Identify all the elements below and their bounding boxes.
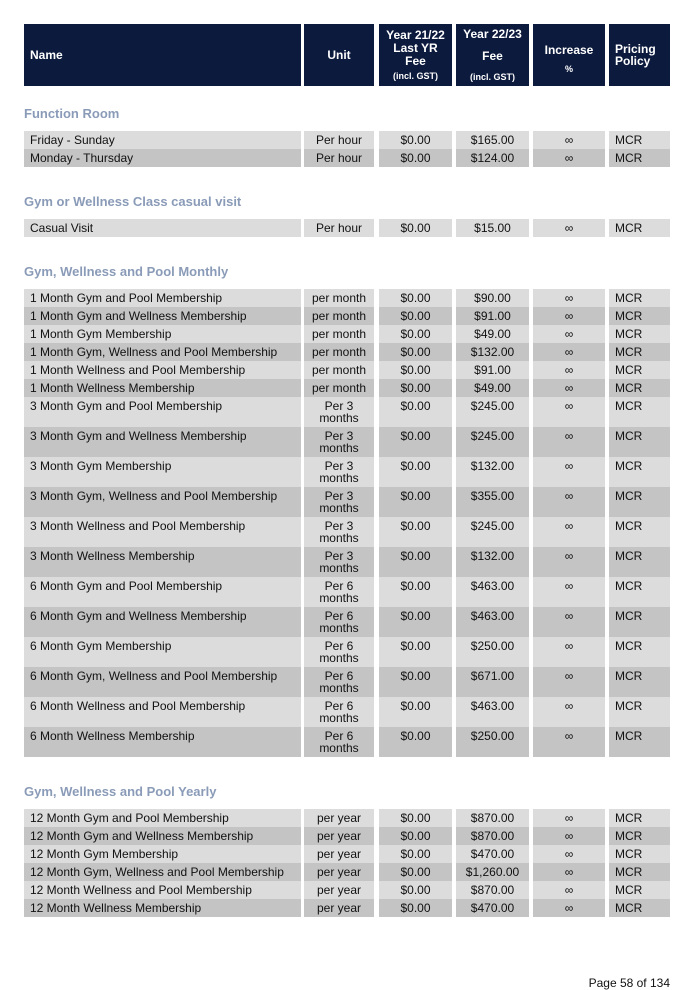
unit-line: Per 6 — [324, 699, 354, 713]
cell-name: 3 Month Wellness and Pool Membership — [24, 517, 301, 547]
cell-pricing-policy: MCR — [609, 727, 670, 757]
cell-increase: ∞ — [533, 397, 605, 427]
cell-name: 6 Month Wellness and Pool Membership — [24, 697, 301, 727]
cell-unit — [304, 881, 374, 899]
cell-fee: $91.00 — [456, 361, 529, 379]
cell-name: 12 Month Wellness and Pool Membership — [24, 881, 301, 899]
unit-line: months — [319, 471, 359, 485]
cell-last-year-fee: $0.00 — [379, 547, 452, 577]
cell-name: 1 Month Wellness Membership — [24, 379, 301, 397]
cell-increase: ∞ — [533, 667, 605, 697]
cell-increase: ∞ — [533, 487, 605, 517]
cell-last-year-fee: $0.00 — [379, 577, 452, 607]
cell-pricing-policy: MCR — [609, 637, 670, 667]
header-increase-line2: % — [564, 63, 573, 74]
cell-unit — [304, 131, 374, 149]
table-row — [24, 397, 670, 427]
table-header — [24, 24, 670, 86]
cell-pricing-policy: MCR — [609, 343, 670, 361]
cell-last-year-fee: $0.00 — [379, 487, 452, 517]
table-row — [24, 379, 670, 397]
cell-last-year-fee: $0.00 — [379, 517, 452, 547]
header-last-year-line1: Year 21/22 — [386, 27, 445, 42]
cell-fee: $470.00 — [456, 845, 529, 863]
cell-pricing-policy: MCR — [609, 325, 670, 343]
unit-line: Per 3 — [324, 489, 354, 503]
table-row — [24, 547, 670, 577]
cell-increase: ∞ — [533, 131, 605, 149]
cell-fee: $470.00 — [456, 899, 529, 917]
cell-name: 6 Month Wellness Membership — [24, 727, 301, 757]
cell-pricing-policy: MCR — [609, 397, 670, 427]
cell-increase: ∞ — [533, 809, 605, 827]
table-row — [24, 637, 670, 667]
cell-last-year-fee: $0.00 — [379, 289, 452, 307]
cell-fee: $245.00 — [456, 427, 529, 457]
cell-name: 1 Month Gym and Wellness Membership — [24, 307, 301, 325]
table-row — [24, 667, 670, 697]
cell-increase: ∞ — [533, 547, 605, 577]
unit-line: Per 3 — [324, 519, 354, 533]
table-row — [24, 517, 670, 547]
cell-increase: ∞ — [533, 219, 605, 237]
cell-pricing-policy: MCR — [609, 427, 670, 457]
section-title: Gym, Wellness and Pool Monthly — [24, 264, 229, 279]
cell-fee: $124.00 — [456, 149, 529, 167]
cell-name: 3 Month Gym and Wellness Membership — [24, 427, 301, 457]
unit-line: Per 6 — [324, 639, 354, 653]
cell-unit — [304, 637, 374, 667]
cell-fee: $463.00 — [456, 697, 529, 727]
cell-increase: ∞ — [533, 361, 605, 379]
unit-line: Per 3 — [324, 459, 354, 473]
cell-fee: $90.00 — [456, 289, 529, 307]
cell-fee: $245.00 — [456, 397, 529, 427]
table-row — [24, 289, 670, 307]
cell-fee: $15.00 — [456, 219, 529, 237]
table-row — [24, 487, 670, 517]
cell-pricing-policy: MCR — [609, 219, 670, 237]
cell-fee: $91.00 — [456, 307, 529, 325]
header-last-year — [379, 24, 452, 86]
cell-increase: ∞ — [533, 517, 605, 547]
unit-line: months — [319, 411, 359, 425]
cell-name: 1 Month Gym and Pool Membership — [24, 289, 301, 307]
cell-fee: $870.00 — [456, 809, 529, 827]
cell-increase: ∞ — [533, 379, 605, 397]
table-row — [24, 863, 670, 881]
cell-last-year-fee: $0.00 — [379, 427, 452, 457]
header-policy-line2: Policy — [615, 54, 651, 68]
table-row — [24, 149, 670, 167]
cell-name: Friday - Sunday — [24, 131, 301, 149]
unit-line: per month — [311, 345, 367, 359]
cell-fee: $49.00 — [456, 379, 529, 397]
unit-line: Per 6 — [324, 669, 354, 683]
header-increase-line1: Increase — [544, 42, 594, 57]
cell-last-year-fee: $0.00 — [379, 899, 452, 917]
cell-unit — [304, 727, 374, 757]
header-last-year-note: (incl. GST) — [393, 70, 438, 81]
cell-name: 6 Month Gym Membership — [24, 637, 301, 667]
section-title: Gym, Wellness and Pool Yearly — [24, 784, 217, 799]
cell-unit — [304, 379, 374, 397]
unit-line: months — [319, 591, 359, 605]
cell-name: Casual Visit — [24, 219, 301, 237]
cell-fee: $49.00 — [456, 325, 529, 343]
cell-unit — [304, 397, 374, 427]
table-row — [24, 827, 670, 845]
unit-line: months — [319, 681, 359, 695]
cell-pricing-policy: MCR — [609, 457, 670, 487]
cell-pricing-policy: MCR — [609, 667, 670, 697]
cell-fee: $870.00 — [456, 827, 529, 845]
unit-line: Per 3 — [324, 549, 354, 563]
unit-line: months — [319, 531, 359, 545]
cell-increase: ∞ — [533, 577, 605, 607]
cell-pricing-policy: MCR — [609, 487, 670, 517]
unit-line: Per hour — [315, 133, 363, 147]
cell-fee: $165.00 — [456, 131, 529, 149]
cell-fee: $463.00 — [456, 607, 529, 637]
cell-name: 12 Month Gym, Wellness and Pool Membership — [24, 863, 301, 881]
unit-line: per year — [316, 829, 362, 843]
cell-unit — [304, 343, 374, 361]
cell-name: Monday - Thursday — [24, 149, 301, 167]
cell-increase: ∞ — [533, 325, 605, 343]
cell-unit — [304, 577, 374, 607]
table-row — [24, 343, 670, 361]
cell-unit — [304, 427, 374, 457]
cell-pricing-policy: MCR — [609, 131, 670, 149]
unit-line: per year — [316, 847, 362, 861]
cell-increase: ∞ — [533, 607, 605, 637]
cell-pricing-policy: MCR — [609, 881, 670, 899]
unit-line: per month — [311, 363, 367, 377]
cell-increase: ∞ — [533, 307, 605, 325]
cell-name: 3 Month Gym Membership — [24, 457, 301, 487]
table-row — [24, 845, 670, 863]
table-row — [24, 727, 670, 757]
section-table — [24, 219, 670, 237]
table-row — [24, 881, 670, 899]
cell-name: 3 Month Wellness Membership — [24, 547, 301, 577]
cell-last-year-fee: $0.00 — [379, 397, 452, 427]
cell-name: 3 Month Gym and Pool Membership — [24, 397, 301, 427]
cell-last-year-fee: $0.00 — [379, 827, 452, 845]
cell-last-year-fee: $0.00 — [379, 361, 452, 379]
cell-pricing-policy: MCR — [609, 547, 670, 577]
cell-fee: $1,260.00 — [456, 863, 529, 881]
cell-last-year-fee: $0.00 — [379, 343, 452, 361]
cell-fee: $250.00 — [456, 727, 529, 757]
section-table — [24, 809, 670, 917]
cell-name: 12 Month Gym Membership — [24, 845, 301, 863]
header-this-year-note: (incl. GST) — [470, 71, 515, 82]
cell-unit — [304, 667, 374, 697]
cell-last-year-fee: $0.00 — [379, 881, 452, 899]
cell-last-year-fee: $0.00 — [379, 325, 452, 343]
cell-increase: ∞ — [533, 427, 605, 457]
cell-last-year-fee: $0.00 — [379, 607, 452, 637]
cell-increase: ∞ — [533, 827, 605, 845]
table-row — [24, 219, 670, 237]
cell-increase: ∞ — [533, 149, 605, 167]
cell-pricing-policy: MCR — [609, 361, 670, 379]
cell-name: 3 Month Gym, Wellness and Pool Membership — [24, 487, 301, 517]
cell-last-year-fee: $0.00 — [379, 379, 452, 397]
header-pricing-policy — [609, 24, 670, 86]
cell-name: 1 Month Gym Membership — [24, 325, 301, 343]
cell-fee: $671.00 — [456, 667, 529, 697]
unit-line: Per hour — [315, 151, 363, 165]
cell-fee: $132.00 — [456, 457, 529, 487]
unit-line: months — [319, 711, 359, 725]
table-row — [24, 325, 670, 343]
header-last-year-line2: Last YR — [393, 40, 438, 55]
cell-last-year-fee: $0.00 — [379, 637, 452, 667]
cell-unit — [304, 361, 374, 379]
cell-unit — [304, 325, 374, 343]
cell-pricing-policy: MCR — [609, 289, 670, 307]
cell-pricing-policy: MCR — [609, 577, 670, 607]
cell-name: 12 Month Gym and Pool Membership — [24, 809, 301, 827]
table-row — [24, 577, 670, 607]
cell-pricing-policy: MCR — [609, 863, 670, 881]
unit-line: months — [319, 741, 359, 755]
cell-fee: $132.00 — [456, 343, 529, 361]
cell-last-year-fee: $0.00 — [379, 149, 452, 167]
cell-increase: ∞ — [533, 899, 605, 917]
cell-increase: ∞ — [533, 881, 605, 899]
header-unit-label: Unit — [327, 47, 351, 62]
unit-line: Per 3 — [324, 429, 354, 443]
cell-pricing-policy: MCR — [609, 809, 670, 827]
header-last-year-line3: Fee — [405, 53, 426, 68]
cell-fee: $245.00 — [456, 517, 529, 547]
header-name — [24, 24, 301, 86]
fee-sections — [24, 86, 670, 917]
cell-last-year-fee: $0.00 — [379, 863, 452, 881]
cell-last-year-fee: $0.00 — [379, 809, 452, 827]
cell-pricing-policy: MCR — [609, 517, 670, 547]
unit-line: per month — [311, 381, 367, 395]
cell-unit — [304, 827, 374, 845]
table-row — [24, 131, 670, 149]
cell-increase: ∞ — [533, 343, 605, 361]
cell-increase: ∞ — [533, 457, 605, 487]
table-row — [24, 697, 670, 727]
cell-unit — [304, 607, 374, 637]
cell-pricing-policy: MCR — [609, 827, 670, 845]
cell-unit — [304, 899, 374, 917]
cell-last-year-fee: $0.00 — [379, 131, 452, 149]
unit-line: per month — [311, 327, 367, 341]
header-policy-line1: Pricing — [615, 42, 656, 56]
cell-unit — [304, 863, 374, 881]
unit-line: months — [319, 561, 359, 575]
cell-increase: ∞ — [533, 697, 605, 727]
section-table — [24, 289, 670, 757]
cell-last-year-fee: $0.00 — [379, 307, 452, 325]
cell-name: 6 Month Gym and Pool Membership — [24, 577, 301, 607]
section-table — [24, 131, 670, 167]
cell-pricing-policy: MCR — [609, 899, 670, 917]
cell-name: 12 Month Gym and Wellness Membership — [24, 827, 301, 845]
section-title: Gym or Wellness Class casual visit — [24, 194, 242, 209]
fees-document — [24, 24, 670, 917]
cell-pricing-policy: MCR — [609, 149, 670, 167]
unit-line: months — [319, 441, 359, 455]
cell-fee: $250.00 — [456, 637, 529, 667]
cell-unit — [304, 457, 374, 487]
unit-line: Per 6 — [324, 729, 354, 743]
cell-name: 6 Month Gym and Wellness Membership — [24, 607, 301, 637]
cell-unit — [304, 547, 374, 577]
unit-line: per year — [316, 883, 362, 897]
unit-line: months — [319, 621, 359, 635]
cell-last-year-fee: $0.00 — [379, 727, 452, 757]
table-row — [24, 899, 670, 917]
cell-name: 1 Month Gym, Wellness and Pool Membership — [24, 343, 301, 361]
cell-pricing-policy: MCR — [609, 845, 670, 863]
cell-pricing-policy: MCR — [609, 697, 670, 727]
table-row — [24, 809, 670, 827]
cell-increase: ∞ — [533, 863, 605, 881]
cell-name: 12 Month Wellness Membership — [24, 899, 301, 917]
header-this-year-line1: Year 22/23 — [463, 26, 522, 41]
table-row — [24, 457, 670, 487]
cell-pricing-policy: MCR — [609, 307, 670, 325]
cell-last-year-fee: $0.00 — [379, 457, 452, 487]
unit-line: per year — [316, 811, 362, 825]
table-row — [24, 607, 670, 637]
unit-line: Per 3 — [324, 399, 354, 413]
cell-increase: ∞ — [533, 727, 605, 757]
cell-unit — [304, 697, 374, 727]
section-title: Function Room — [24, 106, 120, 121]
unit-line: Per 6 — [324, 579, 354, 593]
cell-fee: $463.00 — [456, 577, 529, 607]
table-row — [24, 427, 670, 457]
header-increase — [533, 24, 605, 86]
cell-last-year-fee: $0.00 — [379, 845, 452, 863]
cell-unit — [304, 219, 374, 237]
unit-line: Per 6 — [324, 609, 354, 623]
cell-unit — [304, 845, 374, 863]
cell-last-year-fee: $0.00 — [379, 667, 452, 697]
cell-last-year-fee: $0.00 — [379, 219, 452, 237]
unit-line: per year — [316, 901, 362, 915]
cell-unit — [304, 809, 374, 827]
cell-increase: ∞ — [533, 637, 605, 667]
cell-unit — [304, 487, 374, 517]
cell-pricing-policy: MCR — [609, 607, 670, 637]
cell-unit — [304, 307, 374, 325]
header-name-label: Name — [30, 48, 63, 62]
unit-line: per month — [311, 309, 367, 323]
cell-last-year-fee: $0.00 — [379, 697, 452, 727]
cell-pricing-policy: MCR — [609, 379, 670, 397]
table-row — [24, 307, 670, 325]
cell-name: 6 Month Gym, Wellness and Pool Membership — [24, 667, 301, 697]
cell-unit — [304, 517, 374, 547]
cell-increase: ∞ — [533, 289, 605, 307]
cell-unit — [304, 289, 374, 307]
header-this-year — [456, 24, 529, 86]
unit-line: months — [319, 651, 359, 665]
header-this-year-line2: Fee — [482, 48, 503, 63]
cell-increase: ∞ — [533, 845, 605, 863]
unit-line: Per hour — [315, 221, 363, 235]
header-unit — [304, 24, 374, 86]
unit-line: per month — [311, 291, 367, 305]
cell-unit — [304, 149, 374, 167]
cell-fee: $355.00 — [456, 487, 529, 517]
page-number: Page 58 of 134 — [588, 976, 670, 990]
unit-line: per year — [316, 865, 362, 879]
cell-name: 1 Month Wellness and Pool Membership — [24, 361, 301, 379]
cell-fee: $870.00 — [456, 881, 529, 899]
unit-line: months — [319, 501, 359, 515]
cell-fee: $132.00 — [456, 547, 529, 577]
table-row — [24, 361, 670, 379]
